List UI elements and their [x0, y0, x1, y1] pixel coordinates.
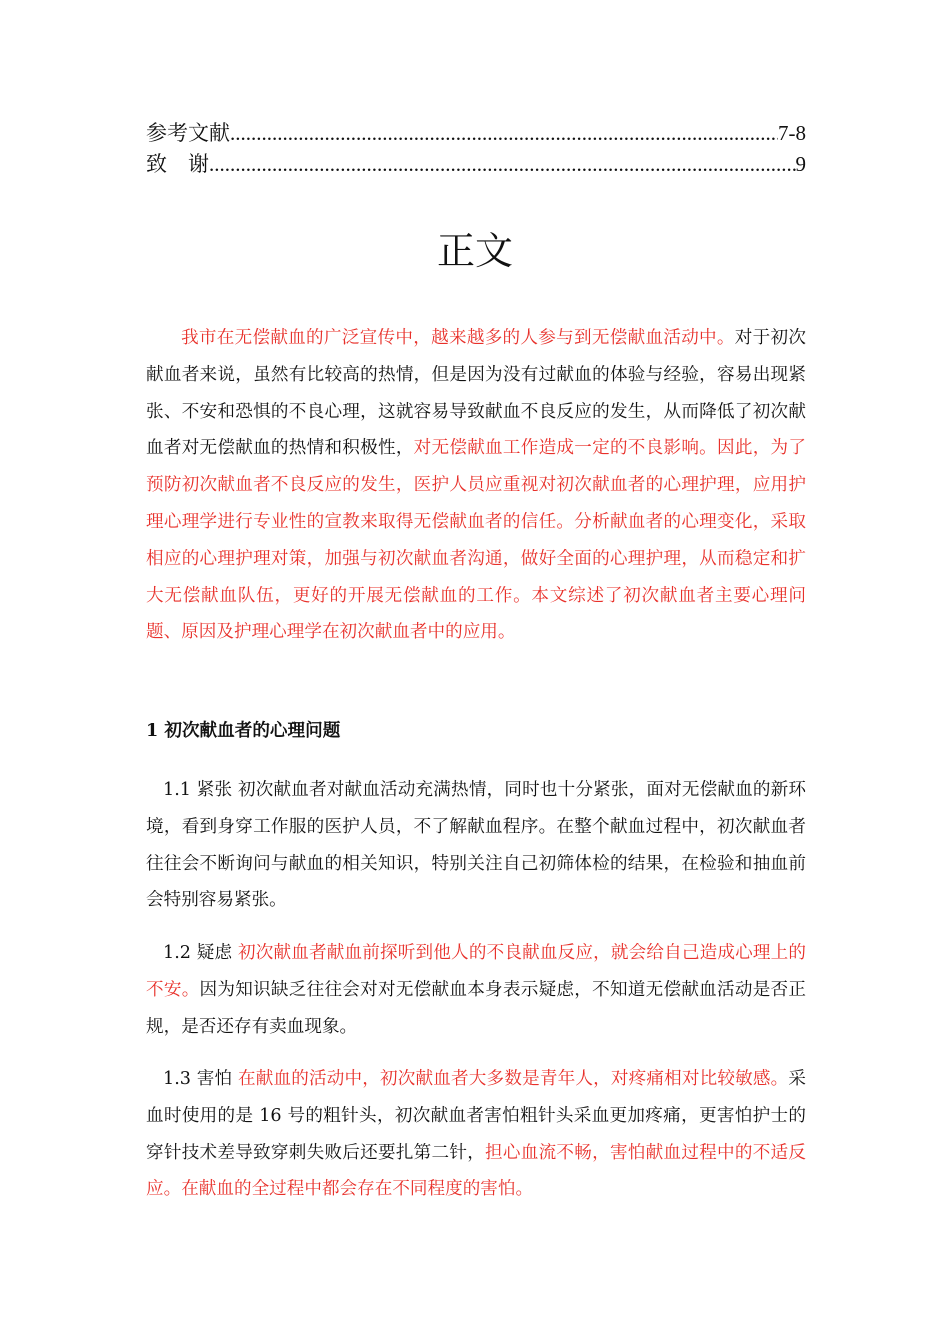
- toc-entry-references[interactable]: [146, 121, 806, 152]
- toc-leader: [230, 121, 778, 145]
- subsection-red-text-2: 担心血流不畅，害怕献血过程中的不适反应。在献血的全过程中都会存在不同程度的害怕。: [146, 1142, 806, 1200]
- intro-black-1: 对于初次献血者来说，虽然有比较高的热情，但是因为没有过献血的体验与经验，容易出现紧张、不安和恐惧的不良心理，这就容易导致献血不良反应的发生，从而降低了初次献血者对无偿献血的热情和积极性，: [146, 328, 806, 459]
- section-heading: 1 初次献血者的心理问题: [146, 720, 341, 741]
- toc-label: 参考文献: [146, 121, 230, 145]
- subsection-number: 1.3 害怕: [163, 1069, 233, 1089]
- subsection-text: 初次献血者对献血活动充满热情，同时也十分紧张，面对无偿献血的新环境，看到身穿工作服的医护人员，不了解献血程序。在整个献血过程中，初次献血者往往会不断询问与献血的相关知识，特别关注自己初筛体检的结果，在检验和抽血前会特别容易紧张。: [146, 780, 806, 911]
- intro-red-2: 对无偿献血工作造成一定的不良影响。因此，为了预防初次献血者不良反应的发生，医护人员应重视对初次献血者的心理护理，应用护理心理学进行专业性的宣教来取得无偿献血者的信任。分析献血者的心理变化，采取相应的心理护理对策，加强与初次献血者沟通，做好全面的心理护理，从而稳定和扩大无偿献血队伍，更好的开展无偿献血的工作。本文综述了初次献血者主要心理问题、原因及护理心理学在初次献血者中的应用。: [146, 438, 806, 643]
- subsection-red-text: 初次献血者献血前探听到他人的不良献血反应，就会给自己造成心理上的不安。: [146, 943, 806, 1000]
- subsection-1-2: [146, 935, 806, 1045]
- subsection-1-1: [146, 772, 806, 919]
- intro-paragraph: [146, 320, 806, 651]
- intro-red-1: 我市在无偿献血的广泛宣传中，越来越多的人参与到无偿献血活动中。: [181, 328, 735, 348]
- subsection-text: 采血时使用的是 16 号的粗针头，初次献血者害怕粗针头采血更加疼痛，更害怕护士的穿针技术差导致穿刺失败后还要扎第二针，: [146, 1069, 806, 1163]
- toc-leader: [209, 152, 796, 176]
- subsection-number: 1.2 疑虑: [163, 943, 233, 963]
- subsection-red-text: 在献血的活动中，初次献血者大多数是青年人，对疼痛相对比较敏感。: [232, 1069, 789, 1089]
- page-title: 正文: [436, 229, 513, 274]
- toc-page: 7-8: [778, 121, 806, 145]
- subsection-number: 1.1 紧张: [163, 780, 233, 800]
- toc-entry-acknowledgements[interactable]: [146, 152, 806, 183]
- subsection-text: 因为知识缺乏往往会对对无偿献血本身表示疑虑，不知道无偿献血活动是否正规，是否还存有卖血现象。: [146, 979, 806, 1037]
- toc-page: 9: [795, 152, 806, 176]
- toc-label: 致 谢: [146, 152, 209, 176]
- subsection-1-3: [146, 1061, 806, 1208]
- table-of-contents: [146, 121, 806, 183]
